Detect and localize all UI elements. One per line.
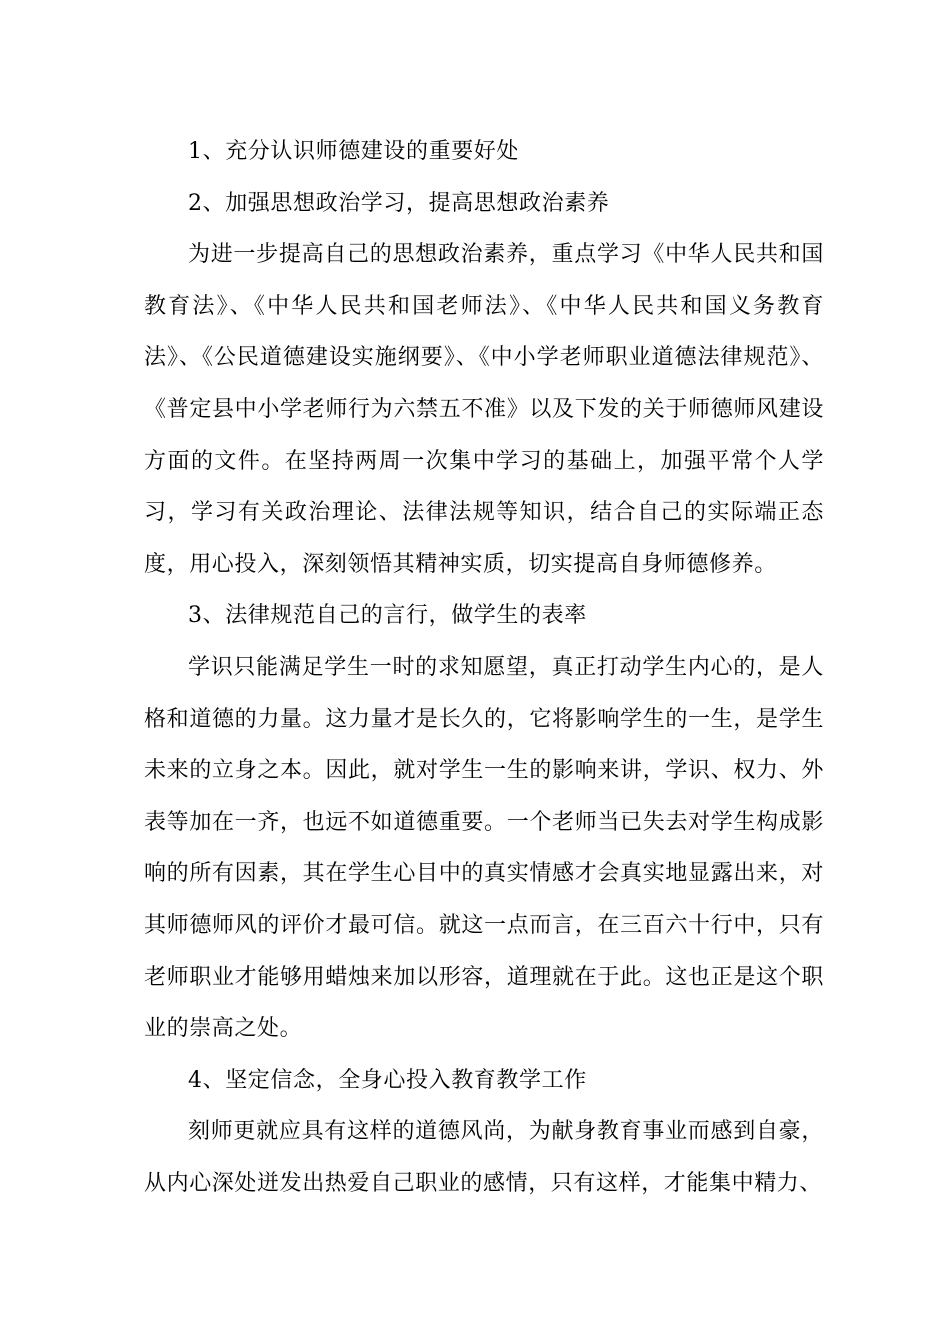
section-heading-4: 4、坚定信念，全身心投入教育教学工作 [188,1067,587,1093]
body-paragraph-3: 刻师更就应具有这样的道德风尚，为献身教育事业而感到自豪，从内心深处迸发出热爱自己职业的感情，只有这样，才能集中精力、 [144,1119,824,1196]
section-heading-1: 1、充分认识师德建设的重要好处 [188,139,519,164]
body-paragraph-2: 学识只能满足学生一时的求知愿望，真正打动学生内心的，是人格和道德的力量。这力量才是长久的，它将影响学生的一生，是学生未来的立身之本。因此，就对学生一生的影响来讲，学识、权力、外表等加在一齐，也远不如道德重要。一个老师当已失去对学生构成影响的所有因素，其在学生心目中的真实情感才会真实地显露出来，对其师德师风的评价才最可信。就这一点而言，在三百六十行中，只有老师职业才能够用蜡烛来加以形容，道理就在于此。这也正是这个职业的崇高之处。 [144,654,824,1042]
body-paragraph-1: 为进一步提高自己的思想政治素养，重点学习《中华人民共和国教育法》、《中华人民共和国老师法》、《中华人民共和国义务教育法》、《公民道德建设实施纲要》、《中小学老师职业道德法律规范》、《普定县中小学老师行为六禁五不准》以及下发的关于师德师风建设方面的文件。在坚持两周一次集中学习的基础上，加强平常个人学习，学习有关政治理论、法律法规等知识，结合自己的实际端正态度，用心投入，深刻领悟其精神实质，切实提高自身师德修养。 [144,242,824,577]
section-heading-2: 2、加强思想政治学习，提高思想政治素养 [188,190,610,216]
section-heading-3: 3、法律规范自己的言行，做学生的表率 [188,603,587,629]
document-body [144,126,824,1209]
